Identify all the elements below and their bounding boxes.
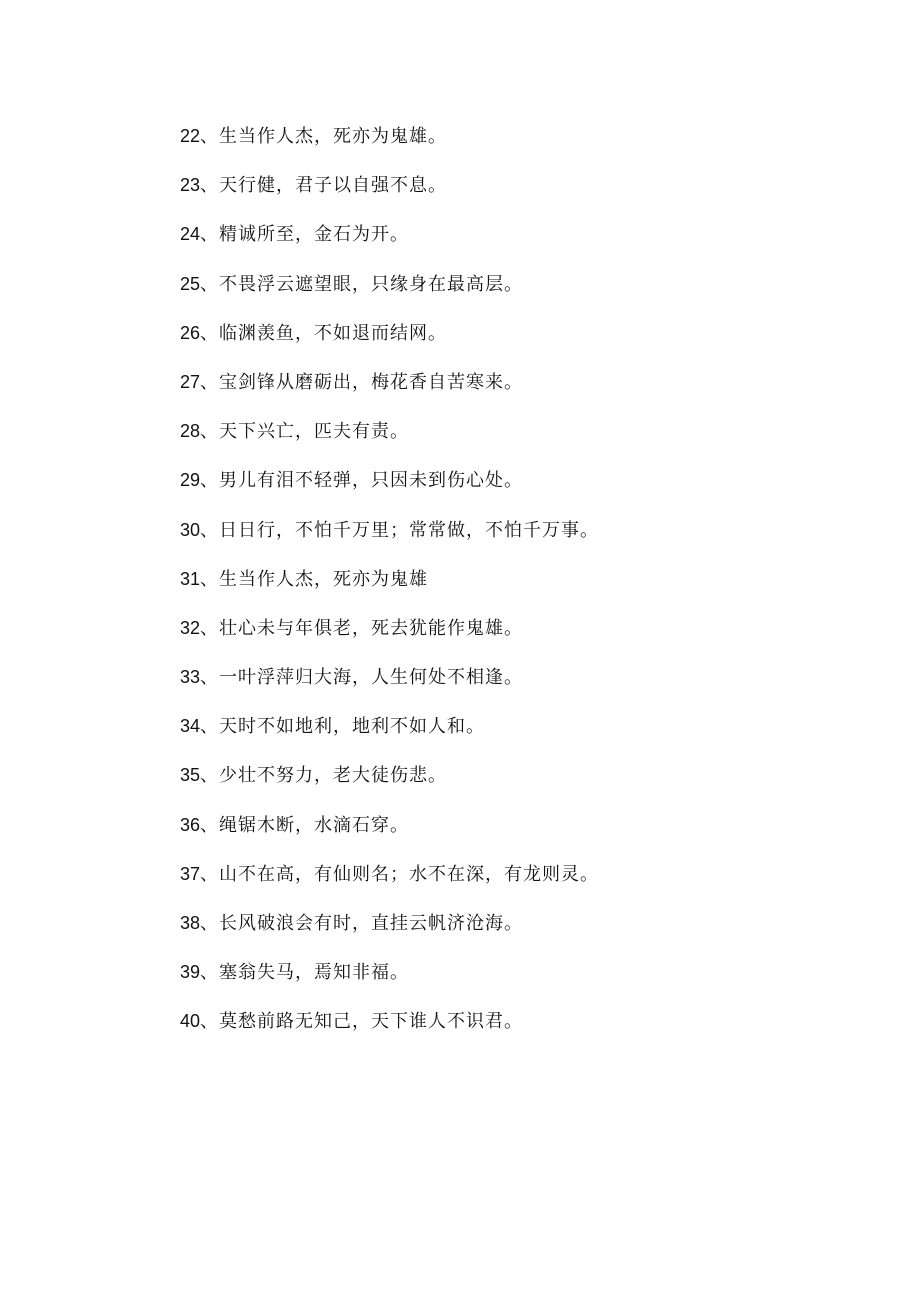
item-text: 、生当作人杰，死亦为鬼雄。 <box>200 126 448 147</box>
item-number: 34 <box>180 716 201 737</box>
list-item <box>180 663 599 712</box>
item-text: 、山不在高，有仙则名；水不在深，有龙则灵。 <box>200 863 600 885</box>
item-text: 、少壮不努力，老大徒伤悲。 <box>200 765 448 787</box>
item-number: 33 <box>180 667 201 688</box>
item-text: 、一叶浮萍归大海，人生何处不相逢。 <box>200 667 524 689</box>
item-text: 、天时不如地利，地利不如人和。 <box>200 716 486 738</box>
item-text: 、临渊羡鱼，不如退而结网。 <box>200 322 448 344</box>
item-text: 、精诚所至，金石为开。 <box>200 224 410 246</box>
item-number: 23 <box>180 175 201 196</box>
item-text: 、天行健，君子以自强不息。 <box>200 175 448 197</box>
item-text: 、宝剑锋从磨砺出，梅花香自苦寒来。 <box>200 371 524 393</box>
list-item <box>180 122 599 171</box>
list-item <box>180 466 599 515</box>
list-item <box>180 761 599 810</box>
list-item <box>180 270 599 319</box>
item-text: 、莫愁前路无知己，天下谁人不识君。 <box>200 1011 524 1033</box>
item-text: 、塞翁失马，焉知非福。 <box>200 962 410 984</box>
item-text: 、壮心未与年俱老，死去犹能作鬼雄。 <box>200 617 524 639</box>
list-item <box>180 811 599 860</box>
item-number: 36 <box>180 814 201 835</box>
item-number: 31 <box>180 568 201 589</box>
item-number: 24 <box>180 224 201 245</box>
item-text: 、不畏浮云遮望眼，只缘身在最高层。 <box>200 273 524 295</box>
item-number: 37 <box>180 863 201 884</box>
list-item <box>180 565 599 614</box>
list-item <box>180 368 599 417</box>
list-item <box>180 614 599 663</box>
list-item <box>180 860 599 909</box>
item-number: 22 <box>180 126 201 146</box>
item-number: 40 <box>180 1011 201 1032</box>
list-item <box>180 958 599 1007</box>
item-number: 25 <box>180 273 201 294</box>
list-item <box>180 1007 599 1056</box>
quote-list <box>180 122 599 1057</box>
item-number: 28 <box>180 421 201 442</box>
list-item <box>180 516 599 565</box>
item-number: 26 <box>180 322 201 343</box>
item-number: 27 <box>180 371 201 392</box>
list-item <box>180 319 599 368</box>
item-number: 35 <box>180 765 201 786</box>
item-text: 、男儿有泪不轻弹，只因未到伤心处。 <box>200 470 524 492</box>
item-text: 、日日行，不怕千万里；常常做，不怕千万事。 <box>200 519 600 541</box>
item-text: 、绳锯木断，水滴石穿。 <box>200 814 410 836</box>
item-number: 39 <box>180 962 201 983</box>
item-number: 30 <box>180 519 201 540</box>
item-text: 、天下兴亡，匹夫有责。 <box>200 421 410 443</box>
item-text: 、生当作人杰，死亦为鬼雄 <box>200 568 429 590</box>
list-item <box>180 171 599 220</box>
list-item <box>180 712 599 761</box>
item-number: 38 <box>180 913 201 933</box>
item-number: 32 <box>180 617 201 638</box>
list-item <box>180 909 599 958</box>
list-item <box>180 417 599 466</box>
item-text: 、长风破浪会有时，直挂云帆济沧海。 <box>200 913 524 934</box>
item-number: 29 <box>180 470 201 491</box>
list-item <box>180 220 599 269</box>
